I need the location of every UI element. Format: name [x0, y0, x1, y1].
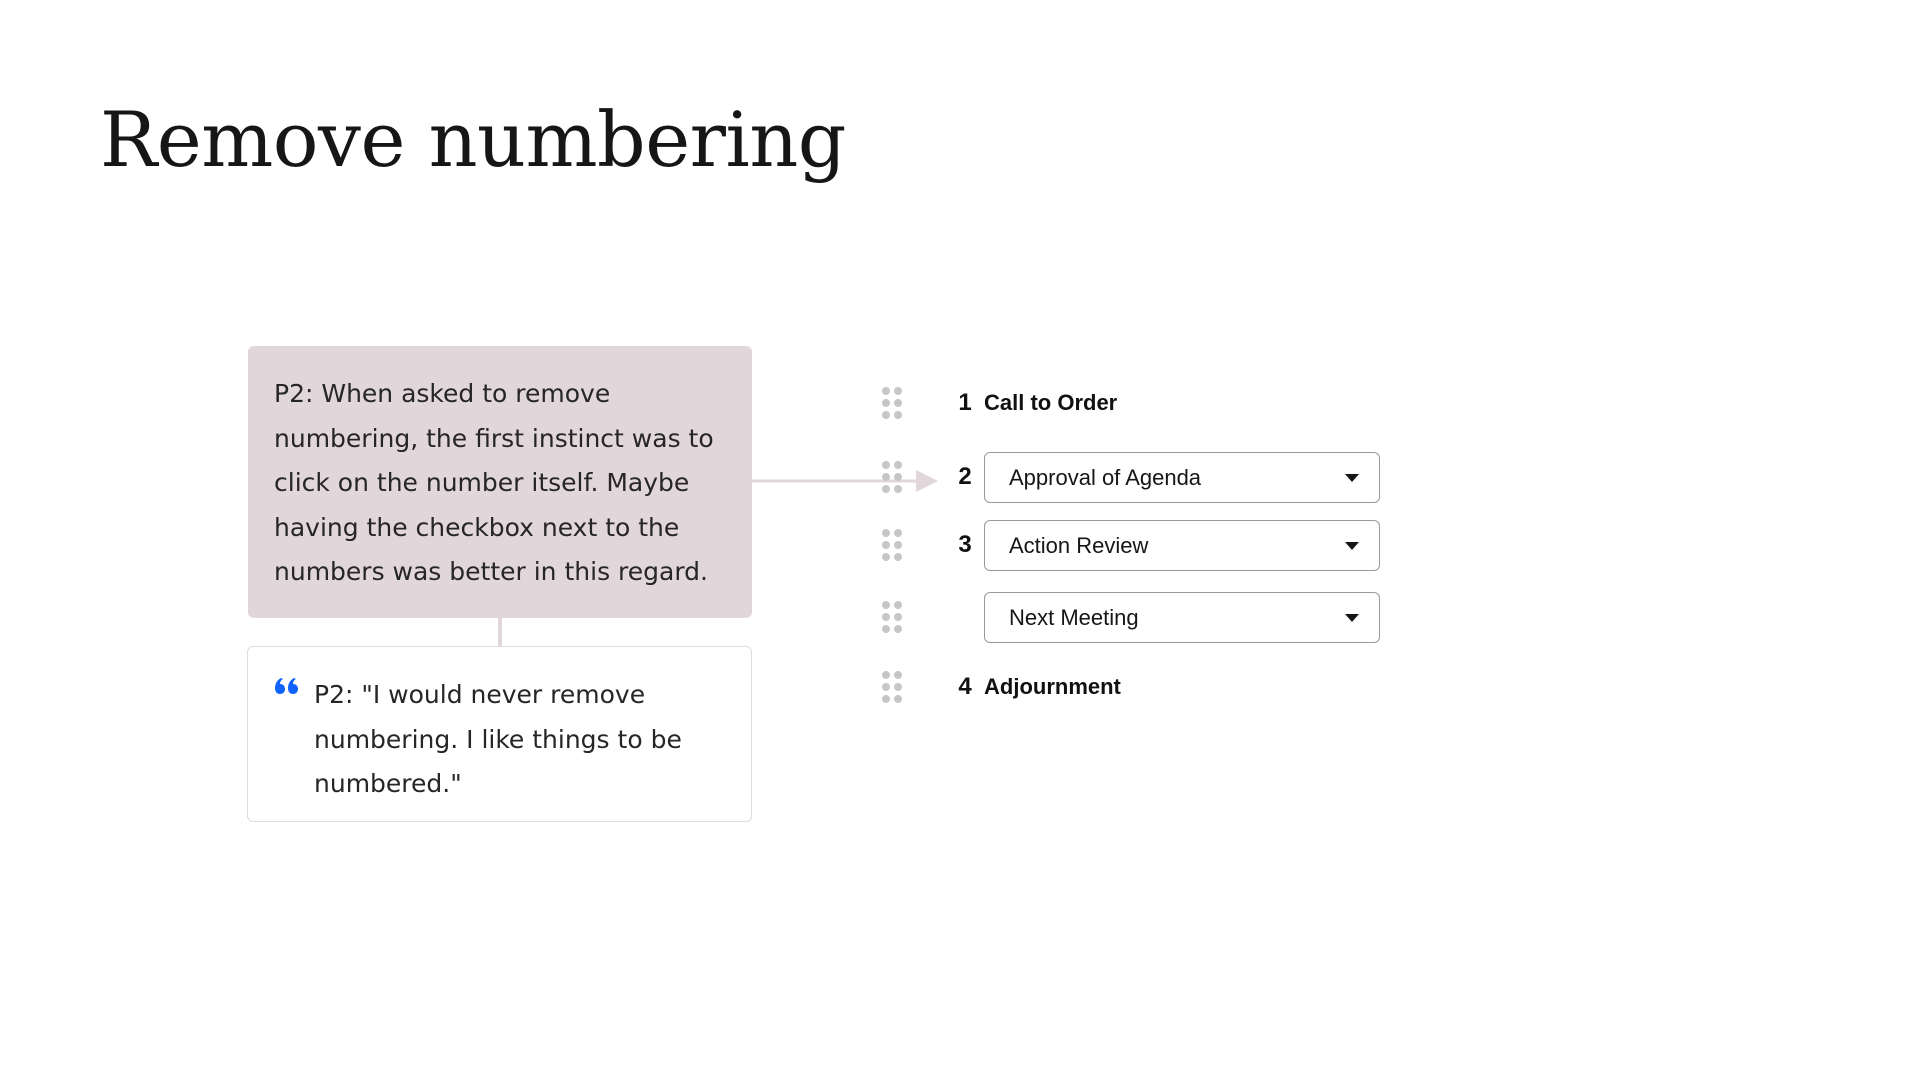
agenda-select-approval-of-agenda[interactable]: [984, 452, 1380, 503]
agenda-title: Call to Order: [984, 390, 1118, 415]
agenda-number[interactable]: 1: [958, 389, 972, 416]
agenda-number[interactable]: 2: [958, 463, 972, 490]
quote-card: [247, 646, 752, 822]
drag-handle-icon[interactable]: [880, 386, 904, 420]
drag-handle-icon[interactable]: [880, 600, 904, 634]
agenda-item-action-review: [880, 520, 1380, 572]
drag-handle-icon[interactable]: [880, 460, 904, 494]
agenda-number[interactable]: 3: [958, 531, 972, 558]
caret-down-icon[interactable]: [1345, 614, 1359, 622]
quote-mark-icon: [275, 677, 299, 697]
agenda-item-next-meeting: [880, 592, 1380, 644]
agenda-item-adjournment: [880, 662, 1380, 714]
agenda-select-label: Action Review: [1009, 533, 1149, 558]
insight-text: P2: When asked to remove numbering, the first instinct was to click on the number itself. Maybe having the checkbox next to the numbers was better in this regard.: [274, 379, 714, 586]
caret-down-icon[interactable]: [1345, 542, 1359, 550]
agenda-select-next-meeting[interactable]: [984, 592, 1380, 643]
agenda-item-call-to-order: [880, 378, 1380, 430]
agenda-select-label: Next Meeting: [1009, 605, 1139, 630]
page-title: Remove numbering: [100, 95, 846, 184]
drag-handle-icon[interactable]: [880, 528, 904, 562]
insight-card: [248, 346, 752, 618]
agenda-select-label: Approval of Agenda: [1009, 465, 1202, 490]
agenda-number[interactable]: 4: [958, 673, 972, 700]
caret-down-icon[interactable]: [1345, 474, 1359, 482]
quote-text: P2: "I would never remove numbering. I like things to be numbered.": [314, 680, 682, 798]
agenda-select-action-review[interactable]: [984, 520, 1380, 571]
connector-line: [498, 618, 502, 646]
agenda-item-approval-of-agenda: [880, 452, 1380, 504]
drag-handle-icon[interactable]: [880, 670, 904, 704]
agenda-title: Adjournment: [984, 674, 1121, 699]
